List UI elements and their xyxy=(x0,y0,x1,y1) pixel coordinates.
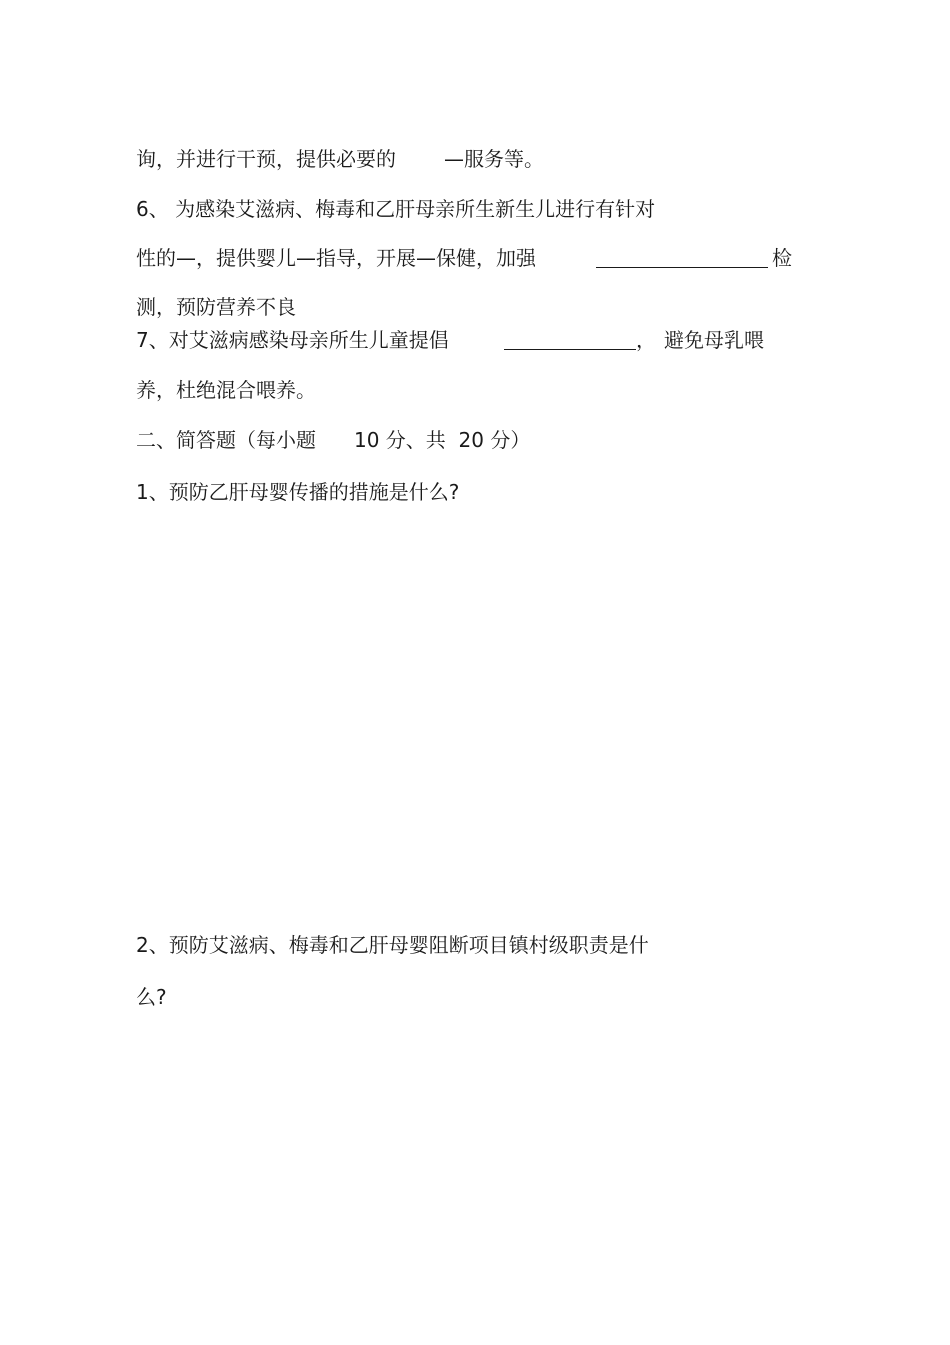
text-segment: 2、预防艾滋病、梅毒和乙肝母婴阻断项目镇村级职责是什 xyxy=(136,933,649,957)
short-answer-question-1 xyxy=(136,479,460,531)
question-7-line-2 xyxy=(136,377,316,429)
question-6-line-1 xyxy=(136,196,656,248)
text-segment: 检 xyxy=(772,246,792,270)
text-segment: ， xyxy=(636,328,656,352)
short-answer-question-2-line-1 xyxy=(136,932,649,984)
text-segment: 询，并进行干预，提供必要的 xyxy=(136,147,396,171)
text-segment: 性的—，提供婴儿—指导，开展—保健，加强 xyxy=(136,246,536,270)
text-segment: 6、 为感染艾滋病、梅毒和乙肝母亲所生新生儿进行有针对 xyxy=(136,197,656,221)
text-segment: 1、预防乙肝母婴传播的措施是什么? xyxy=(136,480,460,504)
text-segment: 二、简答题（每小题 xyxy=(136,428,316,452)
text-segment: 养，杜绝混合喂养。 xyxy=(136,378,316,402)
text-segment: 10 分、共 20 分） xyxy=(354,428,531,452)
text-segment: —服务等。 xyxy=(444,147,544,171)
fill-in-blank[interactable] xyxy=(596,245,768,268)
short-answer-question-2-line-2 xyxy=(136,984,167,1036)
text-segment: 测，预防营养不良 xyxy=(136,295,296,319)
fill-in-blank[interactable] xyxy=(504,327,636,350)
text-segment: 么? xyxy=(136,985,167,1009)
text-segment: 7、对艾滋病感染母亲所生儿童提倡 xyxy=(136,328,449,352)
text-segment: 避免母乳喂 xyxy=(664,328,764,352)
